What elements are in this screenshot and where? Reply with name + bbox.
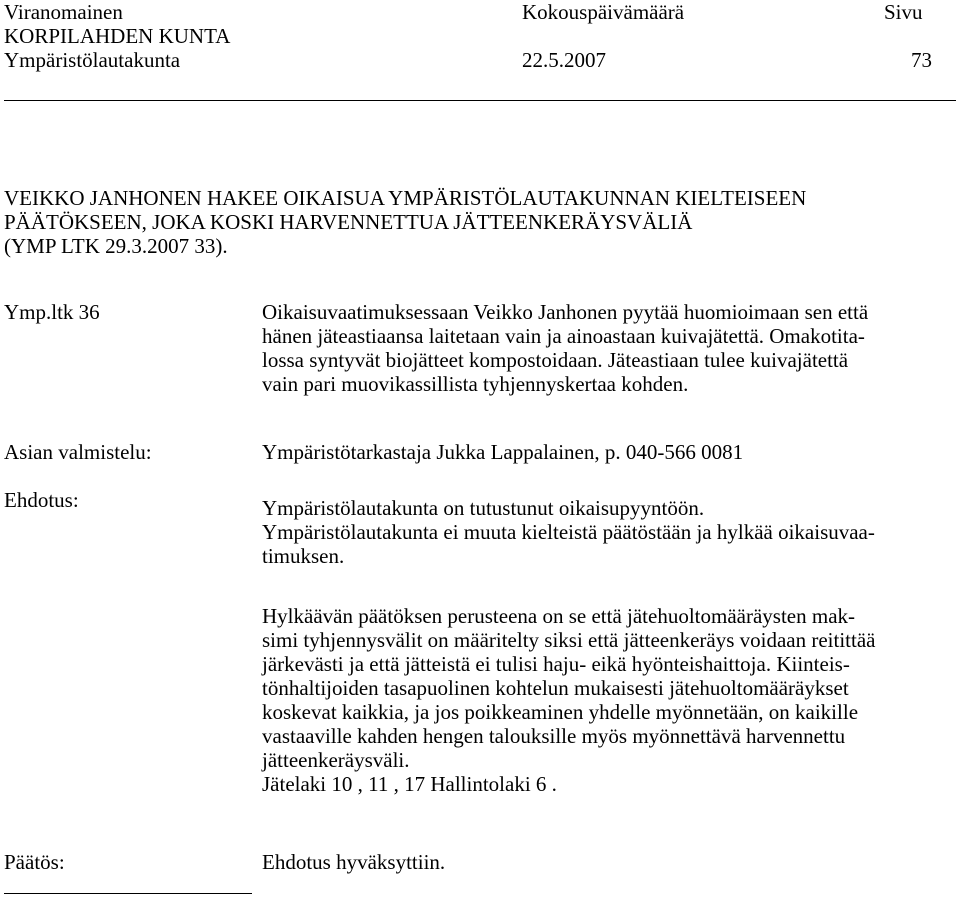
text-line: tönhaltijoiden tasapuolinen kohtelun mukaisesti jätehuoltomääräykset <box>262 676 849 700</box>
header-label-meeting-date: Kokouspäivämäärä <box>522 0 685 24</box>
text-line: koskevat kaikkia, ja jos poikkeaminen yhdelle myönnetään, on kaikille <box>262 700 859 724</box>
text-line: Oikaisuvaatimuksessaan Veikko Janhonen pyytää huomioimaan sen että <box>262 300 869 324</box>
reasoning-text <box>262 604 952 796</box>
header-meeting-date: 22.5.2007 <box>522 48 606 72</box>
decision-value: Ehdotus hyväksyttiin. <box>262 850 446 874</box>
text-line: järkevästi ja että jätteistä ei tulisi haju- eikä hyönteishaittoja. Kiinteis- <box>262 652 850 676</box>
preparation-label: Asian valmistelu: <box>4 440 152 464</box>
text-line: vain pari muovikassillista tyhjennyskertaa kohden. <box>262 372 689 396</box>
proposal-text <box>262 496 952 568</box>
title-line: VEIKKO JANHONEN HAKEE OIKAISUA YMPÄRISTÖLAUTAKUNNAN KIELTEISEEN <box>4 186 807 210</box>
header-organization: KORPILAHDEN KUNTA <box>4 24 231 48</box>
title-line: (YMP LTK 29.3.2007 33). <box>4 234 228 258</box>
text-line: hänen jäteastiaansa laitetaan vain ja ainoastaan kuivajätettä. Omakotita- <box>262 324 865 348</box>
text-line: Ympäristölautakunta on tutustunut oikaisupyyntöön. <box>262 496 705 520</box>
text-line: timuksen. <box>262 544 345 568</box>
signature-rule <box>4 893 252 894</box>
text-line: simi tyhjennysvälit on määritelty siksi että jätteenkeräys voidaan reitittää <box>262 628 876 652</box>
header-committee: Ympäristölautakunta <box>4 48 181 72</box>
header-page-number: 73 <box>911 48 932 72</box>
proposal-label: Ehdotus: <box>4 488 79 512</box>
section-description <box>262 300 952 396</box>
text-line: lossa syntyvät biojätteet kompostoidaan. Jäteastiaan tulee kuivajätettä <box>262 348 849 372</box>
header-rule <box>4 100 956 101</box>
text-line: Ympäristölautakunta ei muuta kielteistä päätöstään ja hylkää oikaisuvaa- <box>262 520 875 544</box>
text-line: Hylkäävän päätöksen perusteena on se että jätehuoltomääräysten mak- <box>262 604 856 628</box>
preparation-value: Ympäristötarkastaja Jukka Lappalainen, p. 040-566 0081 <box>262 440 744 464</box>
text-line: vastaaville kahden hengen talouksille myös myönnettävä harvennettu <box>262 724 846 748</box>
decision-label: Päätös: <box>4 850 65 874</box>
text-line: jätteenkeräysväli. <box>262 748 410 772</box>
section-reference: Ymp.ltk 36 <box>4 300 100 324</box>
header-label-page: Sivu <box>884 0 923 24</box>
title-line: PÄÄTÖKSEEN, JOKA KOSKI HARVENNETTUA JÄTTEENKERÄYSVÄLIÄ <box>4 210 693 234</box>
text-line: Jätelaki 10 , 11 , 17 Hallintolaki 6 . <box>262 772 557 796</box>
header-label-authority: Viranomainen <box>4 0 123 24</box>
